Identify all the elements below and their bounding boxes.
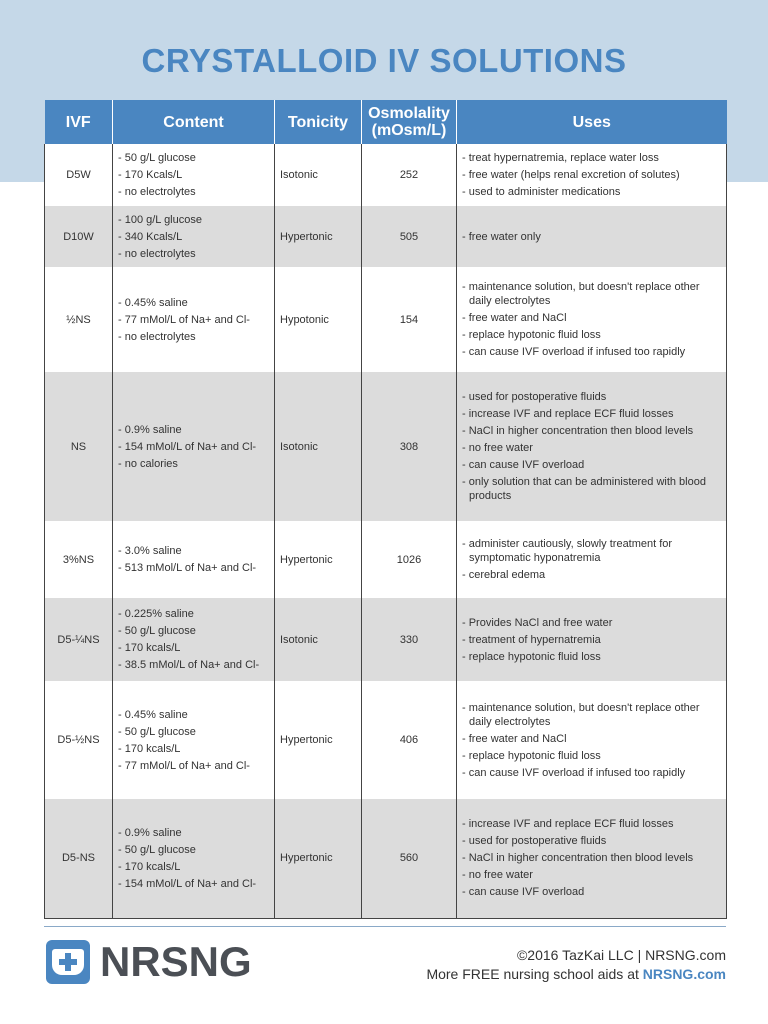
content-line: - 513 mMol/L of Na+ and Cl- (118, 562, 257, 574)
content-line: - 0.9% saline (118, 423, 182, 436)
cell-ivf: ½NS (45, 267, 113, 372)
tagline-prefix: More FREE nursing school aids at (426, 966, 643, 982)
cell-uses (457, 144, 727, 206)
cell-tonicity: Hypertonic (275, 521, 362, 598)
cell-uses (457, 598, 727, 681)
cell-osmolality: 560 (362, 799, 457, 918)
content-line: - 0.45% saline (118, 708, 188, 721)
table-row (45, 144, 727, 206)
table-row (45, 372, 727, 521)
column-header-ivf: IVF (45, 100, 113, 144)
cell-ivf: D5-½NS (45, 681, 113, 799)
table-row (45, 521, 727, 598)
content-line: - 50 g/L glucose (118, 725, 196, 738)
uses-line: - replace hypotonic fluid loss (462, 749, 601, 762)
cell-tonicity: Isotonic (275, 598, 362, 681)
cell-content (113, 521, 275, 598)
content-line: - 170 kcals/L (118, 860, 181, 873)
logo-text: NRSNG (100, 938, 252, 985)
content-line: - 170 kcals/L (118, 742, 181, 755)
cell-ivf: D5W (45, 144, 113, 206)
uses-line: - free water and NaCl (462, 732, 567, 745)
cell-tonicity: Hypertonic (275, 206, 362, 267)
uses-line: - replace hypotonic fluid loss (462, 650, 601, 663)
table-row (45, 799, 727, 918)
content-line: - 100 g/L glucose (118, 213, 202, 226)
content-line: - 38.5 mMol/L of Na+ and Cl- (118, 659, 260, 671)
table-header-row (45, 100, 727, 144)
content-line: - no electrolytes (118, 330, 196, 343)
cell-uses (457, 206, 727, 267)
uses-line: - Provides NaCl and free water (462, 616, 613, 629)
cell-ivf: NS (45, 372, 113, 521)
cell-ivf: D5-¼NS (45, 598, 113, 681)
uses-line: - can cause IVF overload if infused too rapidly (462, 346, 686, 358)
tagline (426, 965, 726, 984)
cell-content (113, 799, 275, 918)
column-header-osmolality: Osmolality (mOsm/L) (362, 100, 457, 144)
cell-content (113, 598, 275, 681)
copyright-text: ©2016 TazKai LLC | NRSNG.com (516, 947, 726, 963)
cell-tonicity: Isotonic (275, 144, 362, 206)
site-link[interactable]: NRSNG.com (642, 966, 726, 982)
content-line: - 340 Kcals/L (118, 230, 183, 243)
cell-tonicity: Hypertonic (275, 681, 362, 799)
cell-ivf: 3%NS (45, 521, 113, 598)
column-header-uses: Uses (457, 100, 727, 144)
cell-uses (457, 799, 727, 918)
cell-content (113, 267, 275, 372)
cell-content (113, 681, 275, 799)
uses-line: - administer cautiously, slowly treatment for symptomatic hyponatremia (462, 538, 673, 564)
uses-line: - treat hypernatremia, replace water loss (462, 152, 659, 164)
cell-uses (457, 681, 727, 799)
table-row (45, 681, 727, 799)
content-line: - no electrolytes (118, 247, 196, 260)
column-header-content: Content (113, 100, 275, 144)
cell-content (113, 372, 275, 521)
uses-line: - maintenance solution, but doesn't replace other daily electrolytes (462, 281, 700, 307)
cell-osmolality: 308 (362, 372, 457, 521)
uses-line: - only solution that can be administered with blood products (462, 476, 706, 502)
cell-osmolality: 154 (362, 267, 457, 372)
footer-credits (426, 946, 726, 984)
uses-line: - increase IVF and replace ECF fluid losses (462, 818, 674, 831)
content-line: - 170 Kcals/L (118, 169, 183, 181)
content-line: - 50 g/L glucose (118, 625, 196, 637)
table-row (45, 206, 727, 267)
uses-line: - cerebral edema (462, 569, 546, 581)
cell-ivf: D10W (45, 206, 113, 267)
cell-tonicity: Hypertonic (275, 799, 362, 918)
page-title: CRYSTALLOID IV SOLUTIONS (141, 42, 627, 79)
content-line: - 0.225% saline (118, 608, 194, 620)
uses-line: - maintenance solution, but doesn't replace other daily electrolytes (462, 701, 700, 728)
content-line: - 170 kcals/L (118, 642, 181, 654)
content-line: - 77 mMol/L of Na+ and Cl- (118, 759, 250, 772)
cell-ivf: D5-NS (45, 799, 113, 918)
uses-line: - can cause IVF overload (462, 886, 585, 899)
content-line: - 50 g/L glucose (118, 843, 196, 856)
uses-line: - free water and NaCl (462, 312, 567, 324)
cell-tonicity: Hypotonic (275, 267, 362, 372)
content-line: - 0.9% saline (118, 826, 182, 839)
content-line: - 77 mMol/L of Na+ and Cl- (118, 313, 250, 326)
cell-tonicity: Isotonic (275, 372, 362, 521)
content-line: - 154 mMol/L of Na+ and Cl- (118, 877, 257, 890)
content-line: - 0.45% saline (118, 296, 188, 309)
cell-uses (457, 372, 727, 521)
cell-osmolality: 252 (362, 144, 457, 206)
content-line: - 50 g/L glucose (118, 152, 196, 164)
uses-line: - no free water (462, 442, 533, 454)
uses-line: - NaCl in higher concentration then blood levels (462, 852, 694, 865)
content-line: - 3.0% saline (118, 545, 182, 557)
column-header-tonicity: Tonicity (275, 100, 362, 144)
content-line: - 154 mMol/L of Na+ and Cl- (118, 440, 257, 453)
cell-osmolality: 505 (362, 206, 457, 267)
uses-line: - no free water (462, 869, 533, 882)
cell-osmolality: 330 (362, 598, 457, 681)
nurse-cap-icon (46, 940, 90, 984)
content-line: - no calories (118, 457, 178, 470)
uses-line: - increase IVF and replace ECF fluid losses (462, 408, 674, 420)
uses-line: - used for postoperative fluids (462, 391, 607, 403)
cell-osmolality: 406 (362, 681, 457, 799)
table-row (45, 598, 727, 681)
cell-uses (457, 267, 727, 372)
uses-line: - replace hypotonic fluid loss (462, 329, 601, 341)
uses-line: - can cause IVF overload (462, 459, 585, 471)
uses-line: - used for postoperative fluids (462, 835, 607, 848)
uses-line: - can cause IVF overload if infused too rapidly (462, 766, 686, 779)
nrsng-logo (46, 938, 252, 986)
content-line: - no electrolytes (118, 186, 196, 198)
table-row (45, 267, 727, 372)
cell-content (113, 144, 275, 206)
cell-uses (457, 521, 727, 598)
uses-line: - free water only (462, 230, 541, 243)
footer-divider (44, 926, 726, 927)
cell-osmolality: 1026 (362, 521, 457, 598)
uses-line: - used to administer medications (462, 186, 621, 198)
uses-line: - treatment of hypernatremia (462, 633, 601, 646)
uses-line: - free water (helps renal excretion of solutes) (462, 169, 680, 181)
iv-solutions-table (44, 100, 727, 919)
cell-content (113, 206, 275, 267)
uses-line: - NaCl in higher concentration then blood levels (462, 425, 694, 437)
